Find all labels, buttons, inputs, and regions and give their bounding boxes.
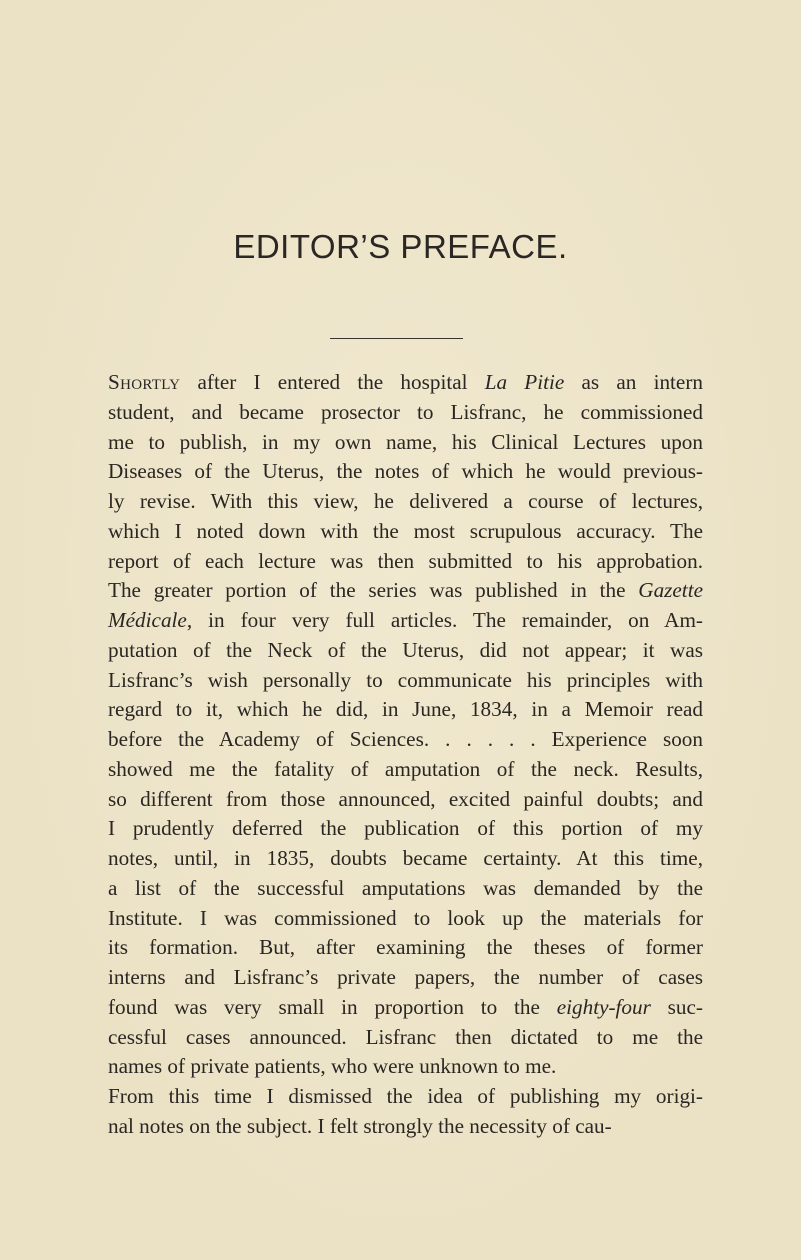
- text-run: as an intern: [564, 370, 703, 394]
- text-line: [108, 666, 703, 696]
- text-run: The greater portion of the series was published in the: [108, 578, 639, 603]
- text-run: me to publish, in my own name, his Clinical Lectures upon: [108, 429, 703, 454]
- text-run: , in four very full articles. The remainder, on Am-: [186, 608, 703, 632]
- italic-text: Médicale: [108, 608, 187, 632]
- text-run: which I noted down with the most scrupulous accuracy. The: [108, 518, 703, 543]
- paragraph-2: [108, 1082, 703, 1142]
- text-line: [108, 785, 703, 815]
- text-line: [108, 606, 703, 636]
- text-line: [108, 963, 703, 993]
- text-run: names of private patients, who were unknown to me.: [108, 1054, 557, 1079]
- text-line: [108, 755, 703, 785]
- text-run: I prudently deferred the publication of this portion of my: [108, 816, 703, 841]
- text-line: [108, 993, 703, 1023]
- text-run: so different from those announced, excited painful doubts; and: [108, 786, 703, 811]
- text-run: putation of the Neck of the Uterus, did not appear; it was: [108, 637, 703, 662]
- text-run: Diseases of the Uterus, the notes of which he would previous-: [108, 459, 703, 484]
- text-run: suc-: [650, 994, 703, 1019]
- text-line: [108, 576, 703, 606]
- text-run: showed me the fatality of amputation of the neck. Results,: [108, 756, 703, 781]
- title-divider: [330, 338, 463, 339]
- text-run: found was very small in proportion to the: [108, 994, 557, 1019]
- text-line: [108, 1112, 703, 1142]
- text-run: Lisfranc’s wish personally to communicate his principles with: [108, 667, 703, 692]
- paragraph-1: [108, 368, 703, 1082]
- italic-text: Gazette: [638, 578, 703, 603]
- opening-word: Shortly: [108, 370, 181, 394]
- text-run: report of each lecture was then submitted to his approbation.: [108, 548, 703, 573]
- text-run: notes, until, in 1835, doubts became certainty. At this time,: [108, 846, 703, 870]
- text-line: [108, 874, 703, 904]
- italic-text: eighty-four: [556, 994, 651, 1019]
- text-run: interns and Lisfranc’s private papers, the number of cases: [108, 965, 703, 989]
- text-line: [108, 457, 703, 487]
- text-line: [108, 517, 703, 547]
- text-line: [108, 1052, 703, 1082]
- text-line: [108, 368, 703, 398]
- text-line: [108, 695, 703, 725]
- text-run: a list of the successful amputations was demanded by the: [108, 875, 703, 900]
- text-line: [108, 636, 703, 666]
- text-line: [108, 487, 703, 517]
- text-run: ly revise. With this view, he delivered a course of lectures,: [108, 489, 703, 513]
- text-line: [108, 1023, 703, 1053]
- text-line: [108, 725, 703, 755]
- page-title: EDITOR’S PREFACE.: [233, 228, 568, 265]
- text-line: [108, 904, 703, 934]
- text-line: [108, 398, 703, 428]
- text-line: [108, 1082, 703, 1112]
- text-run: cessful cases announced. Lisfranc then dictated to me the: [108, 1024, 703, 1049]
- text-line: [108, 844, 703, 874]
- text-line: [108, 933, 703, 963]
- text-line: [108, 428, 703, 458]
- preface-text: [108, 368, 703, 1142]
- text-line: [108, 814, 703, 844]
- text-run: nal notes on the subject. I felt strongly the necessity of cau-: [108, 1113, 612, 1138]
- text-run: its formation. But, after examining the theses of former: [108, 935, 703, 960]
- text-run: student, and became prosector to Lisfranc, he commissioned: [108, 399, 703, 424]
- text-line: [108, 547, 703, 577]
- text-run: From this time I dismissed the idea of publishing my origi-: [108, 1084, 703, 1108]
- text-run: after I entered the hospital: [180, 370, 485, 394]
- text-run: before the Academy of Sciences. . . . . . Experience soon: [108, 727, 703, 751]
- italic-text: La Pitie: [484, 370, 565, 394]
- text-run: regard to it, which he did, in June, 1834, in a Memoir read: [108, 697, 703, 722]
- text-run: Institute. I was commissioned to look up the materials for: [108, 905, 703, 930]
